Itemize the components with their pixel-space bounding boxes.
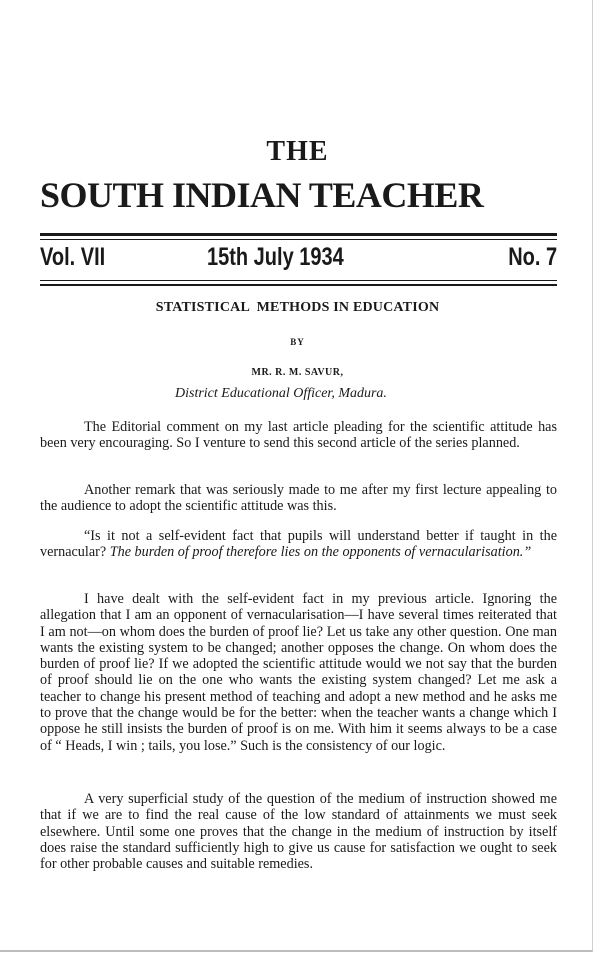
paragraph-quote xyxy=(40,528,557,561)
masthead-the: THE xyxy=(266,136,329,167)
issue-info-row xyxy=(40,243,557,277)
byline-by: BY xyxy=(290,337,305,347)
author-role: District Educational Officer, Madura. xyxy=(175,386,387,401)
rule-top-thin xyxy=(40,239,557,240)
rule-bottom-thick xyxy=(40,284,557,286)
paragraph-1: The Editorial comment on my last article pleading for the scientific attitude has been very encouraging. So I venture to send this second article of the series planned. xyxy=(40,419,557,452)
author-name: MR. R. M. SAVUR, xyxy=(251,367,344,378)
issue-date: 15th July 1934 xyxy=(207,243,344,271)
article-title: STATISTICAL METHODS IN EDUCATION xyxy=(155,300,440,315)
rule-top-thick xyxy=(40,233,557,236)
issue-number: No. 7 xyxy=(508,243,557,271)
rule-bottom-thin xyxy=(40,280,557,281)
quote-italic-text: The burden of proof therefore lies on the opponents of vernacularisation.” xyxy=(109,544,532,561)
quote-text: “Is it not a self-evident fact that pupils will understand better if taught in the vernacular? xyxy=(40,528,557,561)
paragraph-4: A very superficial study of the question of the medium of instruction showed me that if we are to find the real cause of the low standard of attainments we must seek elsewhere. Until some one proves that the change in the medium of instruction by itself does raise the standard sufficiently high to give us cause for satisfaction we ought to seek for other probable causes and suitable remedies. xyxy=(40,791,557,873)
paragraph-3: I have dealt with the self-evident fact in my previous article. Ignoring the allegation that I am an opponent of vernacularisation—I have several times reiterated that I am not—on whom does the burden of proof lie? Let us take any other question. One man wants the existing system to be changed; another opposes the change. On whom does the burden of proof lie? If we adopted the scientific attitude would we not say that the burden of proof should lie on the one who wants the existing system changed? Let me ask a teacher to change his present method of teaching and adopt a new method and he asks me to prove that the change would be for the better: when the teacher wants a change which I oppose he still insists the burden of proof is on me. With him it seems always to be a case of “ Heads, I win ; tails, you lose.” Such is the consistency of our logic. xyxy=(40,591,557,754)
paragraph-2: Another remark that was seriously made to me after my first lecture appealing to the audience to adopt the scientific attitude was this. xyxy=(40,482,557,515)
masthead-title: SOUTH INDIAN TEACHER xyxy=(40,175,484,215)
issue-volume: Vol. VII xyxy=(40,243,106,271)
